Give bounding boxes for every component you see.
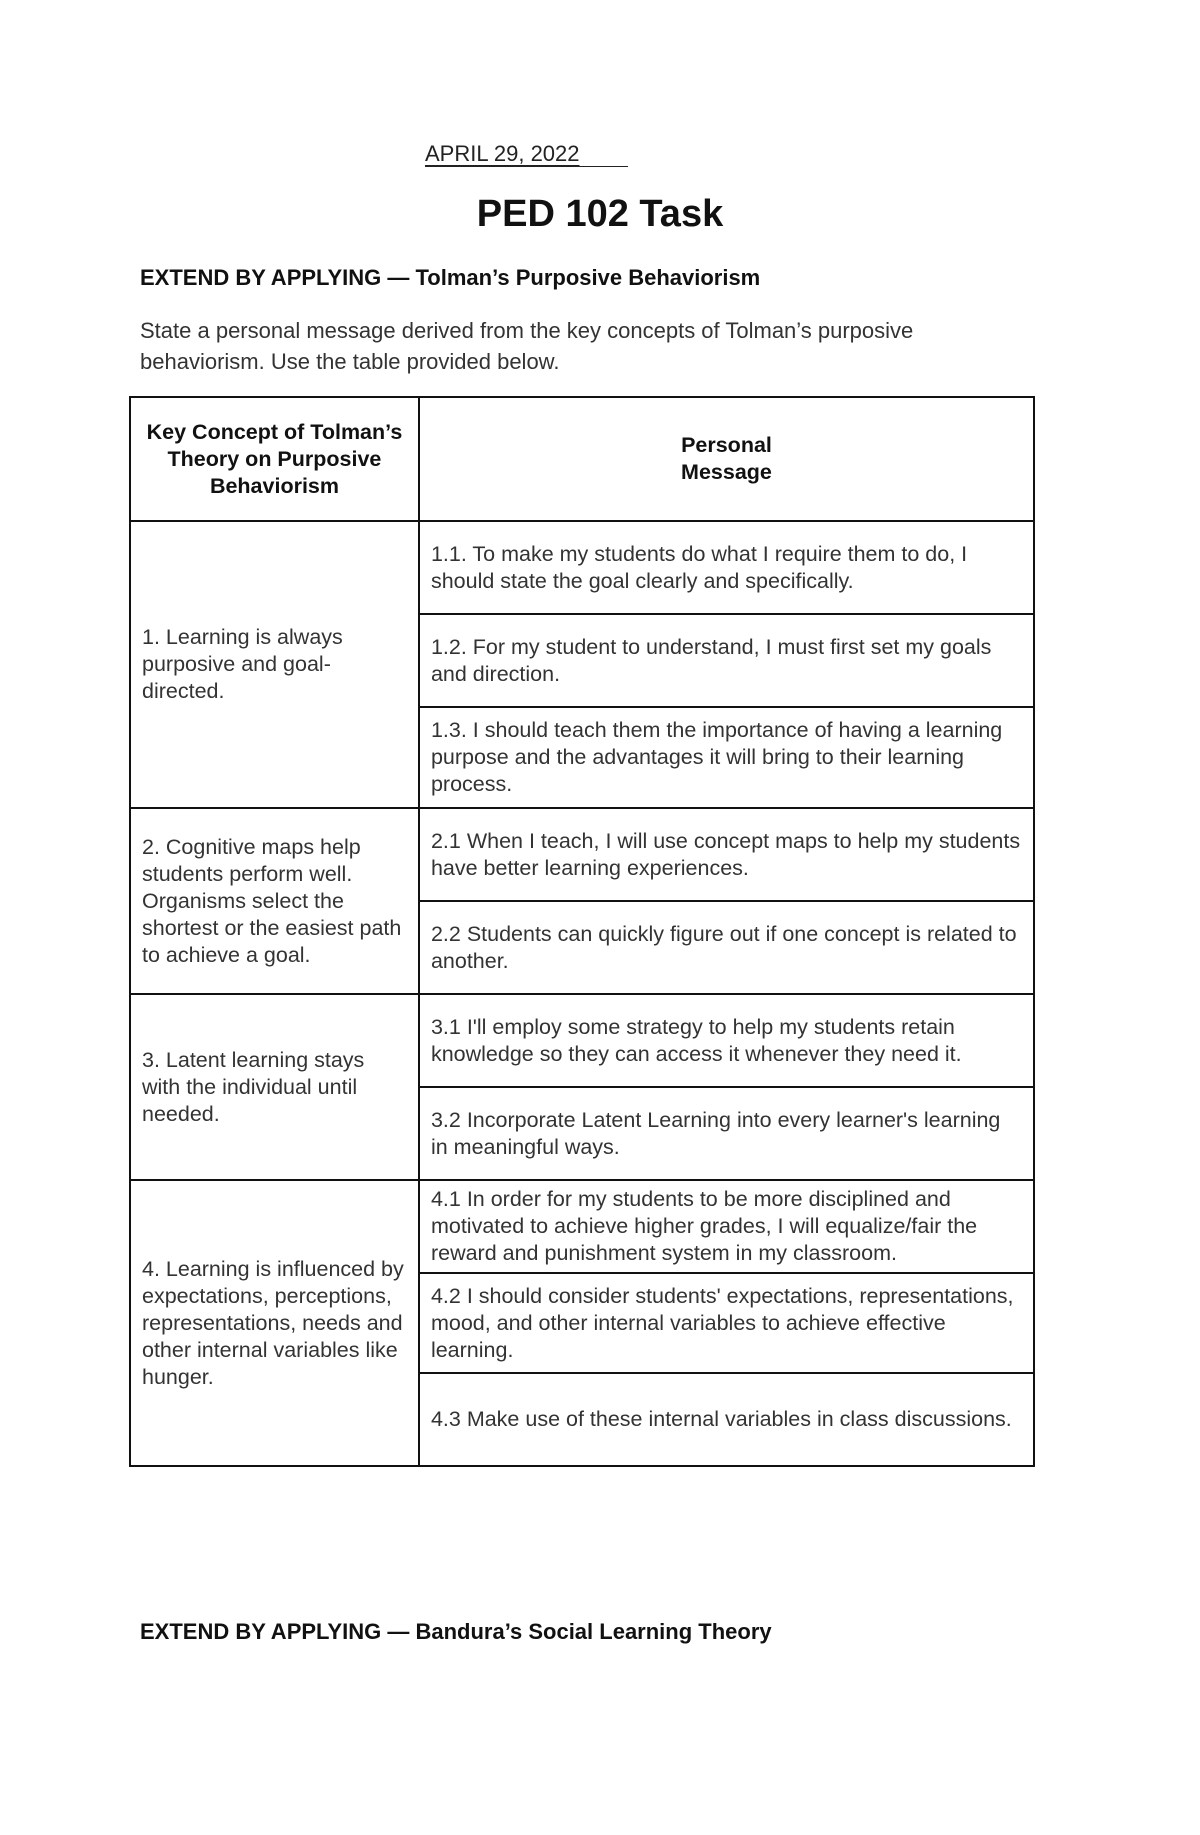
concepts-table	[129, 396, 1035, 1467]
message-cell-3-1: 3.1 I'll employ some strategy to help my students retain knowledge so they can access it whenever they need it.	[419, 994, 1034, 1087]
message-cell-1-1: 1.1. To make my students do what I require them to do, I should state the goal clearly and specifically.	[419, 521, 1034, 614]
table-row	[130, 994, 1034, 1087]
message-cell-1-2: 1.2. For my student to understand, I must first set my goals and direction.	[419, 614, 1034, 707]
instruction-text: State a personal message derived from the key concepts of Tolman’s purposive behaviorism. Use the table provided below.	[140, 318, 914, 374]
section-heading-bandura: EXTEND BY APPLYING — Bandura’s Social Learning Theory	[140, 1619, 772, 1644]
message-cell-3-2: 3.2 Incorporate Latent Learning into every learner's learning in meaningful ways.	[419, 1087, 1034, 1180]
message-cell-4-3: 4.3 Make use of these internal variables in class discussions.	[419, 1373, 1034, 1466]
section-heading-tolman: EXTEND BY APPLYING — Tolman’s Purposive Behaviorism	[140, 265, 761, 290]
concept-cell-2: 2. Cognitive maps help students perform well. Organisms select the shortest or the easiest path to achieve a goal.	[130, 808, 419, 994]
message-cell-4-1: 4.1 In order for my students to be more disciplined and motivated to achieve higher grades, I will equalize/fair the reward and punishment system in my classroom.	[419, 1180, 1034, 1273]
table-row	[130, 1180, 1034, 1273]
concept-cell-4: 4. Learning is influenced by expectations, perceptions, representations, needs and other internal variables like hunger.	[130, 1180, 419, 1466]
table-header-row	[130, 397, 1034, 521]
table-row	[130, 521, 1034, 614]
concept-cell-1: 1. Learning is always purposive and goal-directed.	[130, 521, 419, 808]
date-line: APRIL 29, 2022	[425, 142, 628, 167]
table-row	[130, 808, 1034, 901]
page-title: PED 102 Task	[476, 193, 724, 235]
message-cell-2-2: 2.2 Students can quickly figure out if one concept is related to another.	[419, 901, 1034, 994]
column-header-message: Personal Message	[419, 397, 1034, 521]
concept-cell-3: 3. Latent learning stays with the individual until needed.	[130, 994, 419, 1180]
message-cell-4-2: 4.2 I should consider students' expectations, representations, mood, and other internal variables to achieve effective learning.	[419, 1273, 1034, 1373]
column-header-concept: Key Concept of Tolman’s Theory on Purposive Behaviorism	[130, 397, 419, 521]
message-cell-1-3: 1.3. I should teach them the importance of having a learning purpose and the advantages it will bring to their learning process.	[419, 707, 1034, 808]
message-cell-2-1: 2.1 When I teach, I will use concept maps to help my students have better learning experiences.	[419, 808, 1034, 901]
